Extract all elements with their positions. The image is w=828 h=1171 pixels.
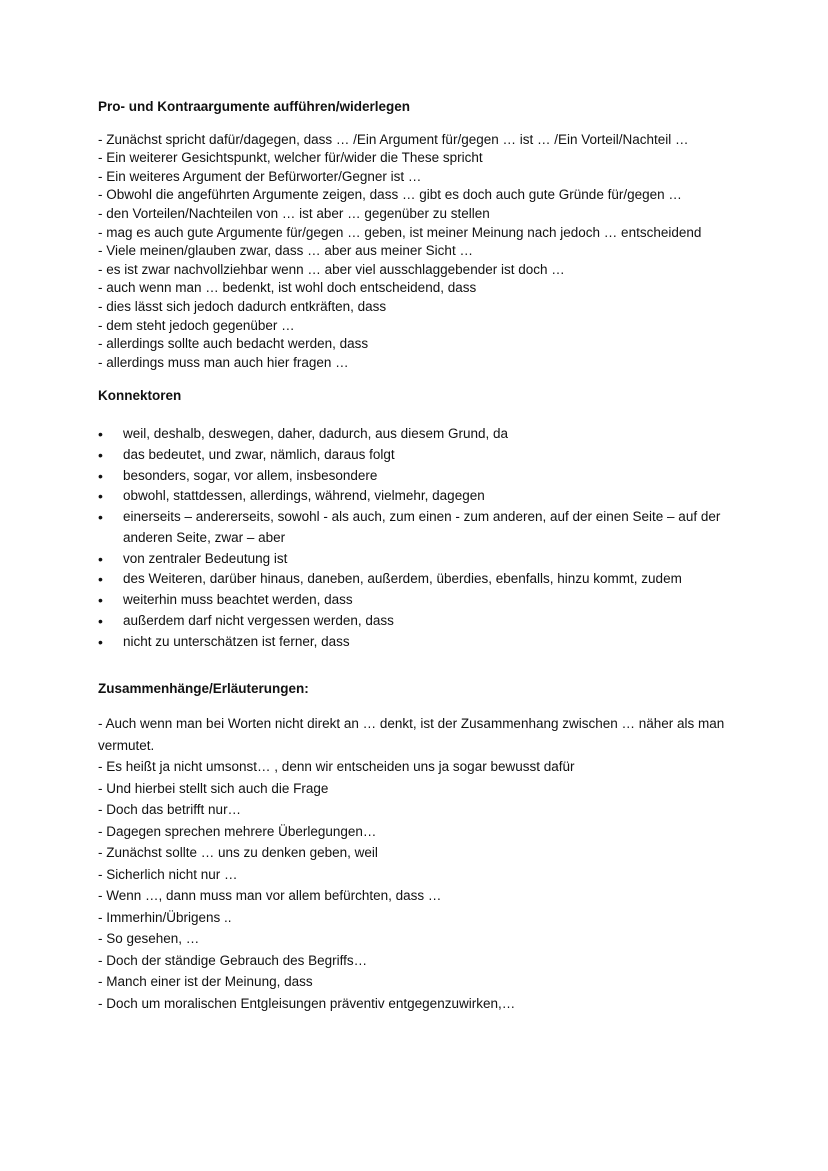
section-heading-connectors: Konnektoren [98,388,182,404]
list-item: - Obwohl die angeführten Argumente zeigen, dass … gibt es doch auch gute Gründe für/gegen … [98,187,682,203]
list-item: - allerdings sollte auch bedacht werden, dass [98,336,369,352]
bullet-icon: • [98,592,103,609]
list-item: - Manch einer ist der Meinung, dass [98,974,313,990]
list-item [98,632,738,653]
bullet-icon: • [98,509,103,526]
list-item-text: des Weiteren, darüber hinaus, daneben, außerdem, überdies, ebenfalls, hinzu kommt, zudem [123,571,682,587]
bullet-icon: • [98,550,103,567]
list-item: - Doch das betrifft nur… [98,802,242,818]
list-item: - mag es auch gute Argumente für/gegen … geben, ist meiner Meinung nach jedoch … entscheidend [98,224,702,240]
list-item: - dies lässt sich jedoch dadurch entkräften, dass [98,298,387,314]
list-item-text: nicht zu unterschätzen ist ferner, dass [123,633,350,649]
list-item [98,590,738,611]
list-item: - Und hierbei stellt sich auch die Frage [98,780,329,796]
list-item-text: weil, deshalb, deswegen, daher, dadurch, aus diesem Grund, da [123,425,508,441]
list-item [98,507,738,549]
list-item: - Wenn …, dann muss man vor allem befürchten, dass … [98,888,442,904]
list-item-text: weiterhin muss beachtet werden, dass [123,592,353,608]
list-item: - Ein weiterer Gesichtspunkt, welcher für/wider die These spricht [98,150,483,166]
bullet-icon: • [98,613,103,630]
list-item: - Doch um moralischen Entgleisungen präventiv entgegenzuwirken,… [98,995,516,1011]
pro-contra-list [98,131,738,373]
list-item-text: außerdem darf nicht vergessen werden, dass [123,613,394,629]
section-heading-pro-contra: Pro- und Kontraargumente aufführen/widerlegen [98,99,411,114]
list-item: - Es heißt ja nicht umsonst… , denn wir entscheiden uns ja sogar bewusst dafür [98,759,575,775]
bullet-icon: • [98,446,103,463]
list-item: - Ein weiteres Argument der Befürworter/Gegner ist … [98,168,422,184]
document-content [98,98,738,1014]
list-item: - Zunächst spricht dafür/dagegen, dass … /Ein Argument für/gegen … ist … /Ein Vorteil/Nachteil … [98,131,689,147]
context-list [98,713,738,1014]
bullet-icon: • [98,633,103,650]
list-item [98,466,738,487]
list-item: - Doch der ständige Gebrauch des Begriffs… [98,952,368,968]
list-item: - Dagegen sprechen mehrere Überlegungen… [98,823,377,839]
list-item-text: einerseits – andererseits, sowohl - als auch, zum einen - zum anderen, auf der einen Seite – auf der anderen Seite, zwar – aber [123,509,721,545]
list-item: - Viele meinen/glauben zwar, dass … aber aus meiner Sicht … [98,243,473,259]
list-item: - auch wenn man … bedenkt, ist wohl doch entscheidend, dass [98,280,477,296]
list-item-text: obwohl, stattdessen, allerdings, während, vielmehr, dagegen [123,488,485,504]
list-item [98,611,738,632]
list-item [98,445,738,466]
list-item [98,486,738,507]
section-heading-context: Zusammenhänge/Erläuterungen: [98,680,309,696]
list-item [98,549,738,570]
list-item-text: besonders, sogar, vor allem, insbesondere [123,467,378,483]
bullet-icon: • [98,467,103,484]
connectors-list [98,424,738,653]
list-item: - den Vorteilen/Nachteilen von … ist aber … gegenüber zu stellen [98,205,490,221]
list-item: - es ist zwar nachvollziehbar wenn … aber viel ausschlaggebender ist doch … [98,261,565,277]
list-item: - Auch wenn man bei Worten nicht direkt an … denkt, ist der Zusammenhang zwischen … näher als man vermutet. [98,716,725,753]
list-item: - Zunächst sollte … uns zu denken geben, weil [98,845,378,861]
bullet-icon: • [98,425,103,442]
list-item: - allerdings muss man auch hier fragen … [98,354,349,370]
bullet-icon: • [98,571,103,588]
list-item: - Immerhin/Übrigens .. [98,909,232,925]
list-item [98,569,738,590]
list-item-text: das bedeutet, und zwar, nämlich, daraus folgt [123,446,395,462]
list-item: - So gesehen, … [98,931,200,947]
list-item: - dem steht jedoch gegenüber … [98,317,295,333]
list-item: - Sicherlich nicht nur … [98,866,238,882]
list-item-text: von zentraler Bedeutung ist [123,550,288,566]
bullet-icon: • [98,488,103,505]
list-item [98,424,738,445]
